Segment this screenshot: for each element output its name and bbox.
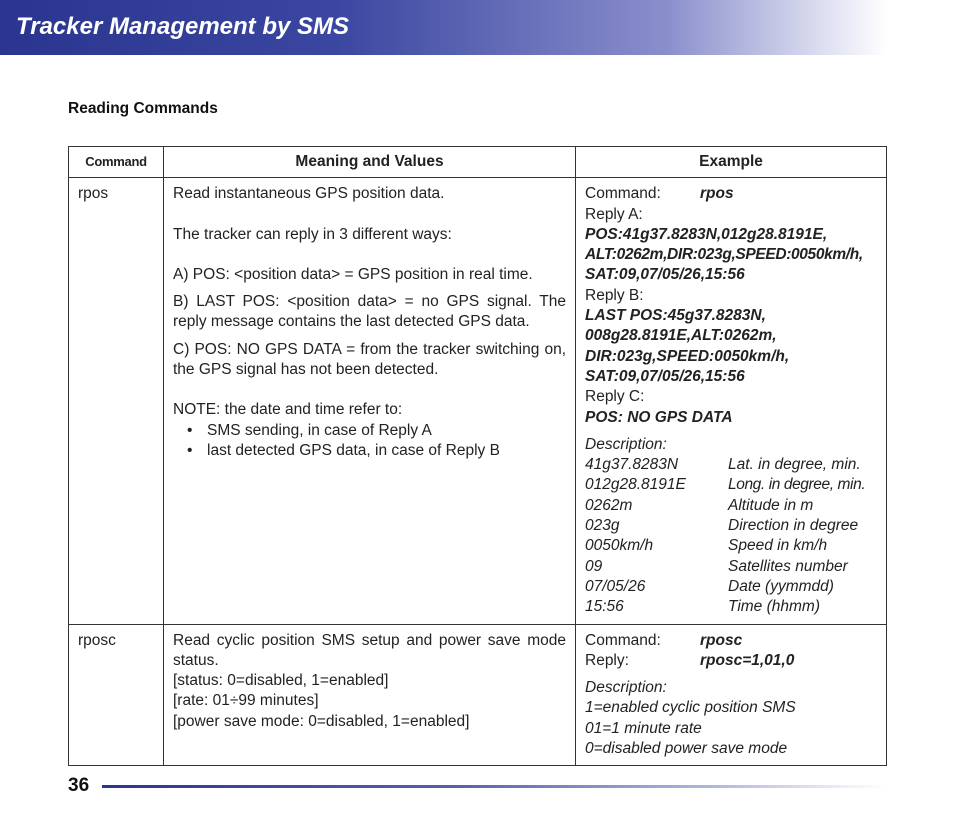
reply-label: Reply B:: [585, 286, 644, 304]
note-bullets: [173, 421, 566, 462]
example-command: [585, 184, 877, 204]
commands-table: [68, 146, 887, 766]
reply-line: DIR:023g,SPEED:0050km/h,: [585, 347, 790, 365]
reply-line: POS:41g37.8283N,012g28.8191E,: [585, 225, 828, 243]
reply-line: LAST POS:45g37.8283N,: [585, 307, 766, 325]
description-item: 15:56 Time (hhmm): [585, 598, 821, 616]
example-value: rpos: [700, 185, 734, 203]
description-item: 07/05/26 Date (yymmdd): [585, 577, 834, 595]
description-line: 0=disabled power save mode: [585, 740, 788, 758]
footer-divider: [102, 785, 886, 788]
example-value: rposc: [700, 631, 743, 649]
description-item: 0050km/h Speed in km/h: [585, 537, 828, 555]
header-banner: [0, 0, 954, 55]
description-line: 01=1 minute rate: [585, 719, 702, 737]
meaning-text: [rate: 01÷99 minutes]: [173, 692, 319, 710]
example-label: Command:: [585, 631, 661, 649]
description-item: 023g Direction in degree: [585, 517, 859, 535]
description-item: 012g28.8191E Long. in degree, min.: [585, 476, 866, 494]
page-title: Tracker Management by SMS: [16, 13, 350, 40]
description-item: 41g37.8283N Lat. in degree, min.: [585, 456, 861, 474]
reply-line: POS: NO GPS DATA: [585, 408, 733, 426]
example-command: [585, 631, 877, 651]
meaning-note: NOTE: the date and time refer to:: [173, 401, 403, 419]
meaning-cell: [164, 624, 576, 766]
meaning-text: [status: 0=disabled, 1=enabled]: [173, 672, 389, 690]
section-title: Reading Commands: [68, 100, 218, 117]
meaning-text: A) POS: <position data> = GPS position in real time.: [173, 265, 533, 283]
meaning-text: [power save mode: 0=disabled, 1=enabled]: [173, 712, 470, 730]
list-item: • SMS sending, in case of Reply A: [187, 421, 566, 441]
list-item: • last detected GPS data, in case of Reply B: [187, 441, 566, 461]
reply-line: SAT:09,07/05/26,15:56: [585, 367, 745, 385]
reply-line: SAT:09,07/05/26,15:56: [585, 266, 745, 284]
reply-line: 008g28.8191E,ALT:0262m,: [585, 327, 777, 345]
column-header-meaning: Meaning and Values: [164, 147, 576, 178]
example-label: Command:: [585, 185, 661, 203]
table-row: [69, 624, 887, 766]
command-cell: rpos: [69, 178, 164, 624]
page-number: 36: [68, 775, 90, 796]
example-value: rposc=1,01,0: [700, 651, 795, 669]
description-line: 1=enabled cyclic position SMS: [585, 699, 796, 717]
meaning-text: B) LAST POS: <position data> = no GPS signal. The reply message contains the last detected GPS data.: [173, 293, 566, 331]
meaning-cell: [164, 178, 576, 624]
example-label: Reply:: [585, 651, 629, 669]
description-label: Description:: [585, 435, 667, 453]
column-header-example: Example: [576, 147, 887, 178]
meaning-text: C) POS: NO GPS DATA = from the tracker switching on, the GPS signal has not been detected.: [173, 340, 566, 379]
column-header-command: Command: [69, 147, 164, 178]
command-cell: rposc: [69, 624, 164, 766]
meaning-text: Read instantaneous GPS position data.: [173, 185, 445, 203]
reply-line: ALT:0262m,DIR:023g,SPEED:0050km/h,: [585, 246, 863, 264]
table-row: [69, 178, 887, 624]
description-label: Description:: [585, 679, 667, 697]
example-cell: [576, 624, 887, 766]
reply-label: Reply C:: [585, 388, 645, 406]
description-item: 0262m Altitude in m: [585, 496, 814, 514]
meaning-text: The tracker can reply in 3 different ways:: [173, 225, 452, 243]
table-header-row: [69, 147, 887, 178]
description-item: 09 Satellites number: [585, 557, 848, 575]
example-cell: [576, 178, 887, 624]
meaning-text: Read cyclic position SMS setup and power save mode status.: [173, 631, 566, 669]
example-reply: [585, 651, 877, 671]
reply-label: Reply A:: [585, 205, 643, 223]
